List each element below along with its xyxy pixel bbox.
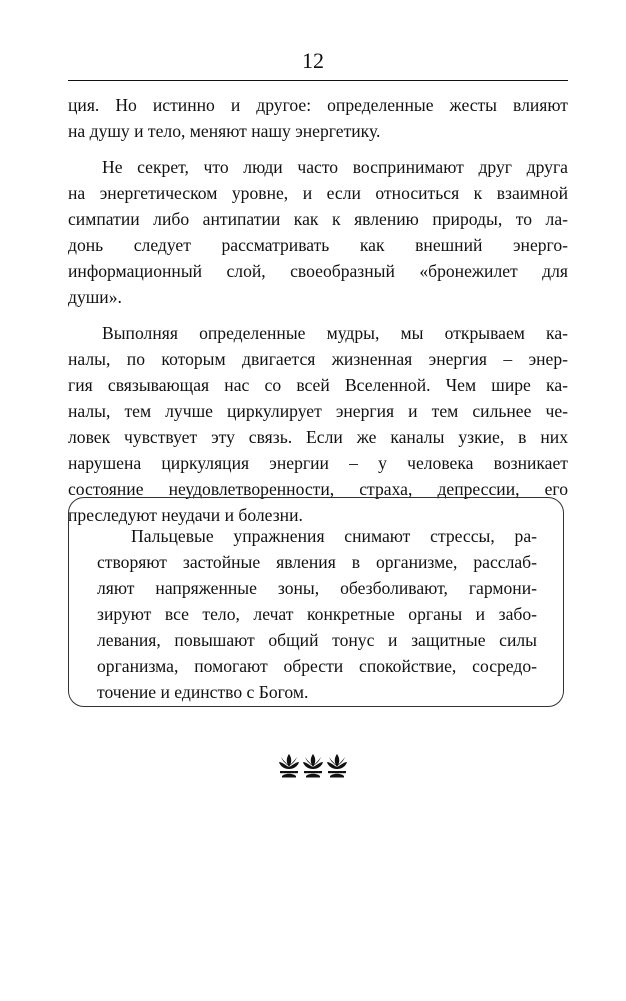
text-line: Выполняя определенные мудры, мы открываем ка- [102, 323, 568, 343]
callout-line: точение и единство с Богом. [97, 682, 309, 702]
lotus-flower-icon [302, 752, 324, 778]
callout-line: ляют напряженные зоны, обезболивают, гармони- [97, 578, 537, 598]
callout-line: организма, помогают обрести спокойствие, сосредо- [97, 656, 537, 676]
text-line: Не секрет, что люди часто воспринимают друг друга [102, 157, 568, 177]
header-rule [68, 80, 568, 81]
callout-line: створяют застойные явления в организме, расслаб- [97, 552, 537, 572]
text-line: симпатии либо антипатии как к явлению природы, то ла- [68, 209, 568, 229]
text-line: донь следует рассматривать как внешний энерго- [68, 235, 568, 255]
text-line: ция. Но истинно и другое: определенные жесты влияют [68, 95, 568, 115]
text-line: на энергетическом уровне, и если относиться к взаимной [68, 183, 568, 203]
lotus-flower-icon [326, 752, 348, 778]
text-line: гия связывающая нас со всей Вселенной. Чем шире ка- [68, 375, 568, 395]
text-line: состояние неудовлетворенности, страха, депрессии, его [68, 479, 568, 499]
callout-box [68, 497, 564, 707]
text-line: на душу и тело, меняют нашу энергетику. [68, 121, 381, 141]
body-text [68, 92, 568, 528]
callout-line: зируют все тело, лечат конкретные органы и забо- [97, 604, 537, 624]
text-line: преследуют неудачи и болезни. [68, 505, 303, 525]
text-line: души». [68, 287, 122, 307]
lotus-flower-icon [278, 752, 300, 778]
text-line: налы, по которым двигается жизненная энергия – энер- [68, 349, 568, 369]
callout-line: Пальцевые упражнения снимают стрессы, ра- [131, 526, 537, 546]
text-line: информационный слой, своеобразный «бронежилет для [68, 261, 568, 281]
callout-text [97, 523, 537, 705]
page-number: 12 [302, 48, 324, 73]
callout-line: левания, повышают общий тонус и защитные силы [97, 630, 537, 650]
text-line: нарушена циркуляция энергии – у человека возникает [68, 453, 568, 473]
text-line: налы, тем лучше циркулирует энергия и тем сильнее че- [68, 401, 568, 421]
text-line: ловек чувствует эту связь. Если же каналы узкие, в них [68, 427, 568, 447]
paragraph-1 [68, 92, 568, 144]
section-ornament [0, 752, 626, 782]
paragraph-2 [68, 154, 568, 310]
